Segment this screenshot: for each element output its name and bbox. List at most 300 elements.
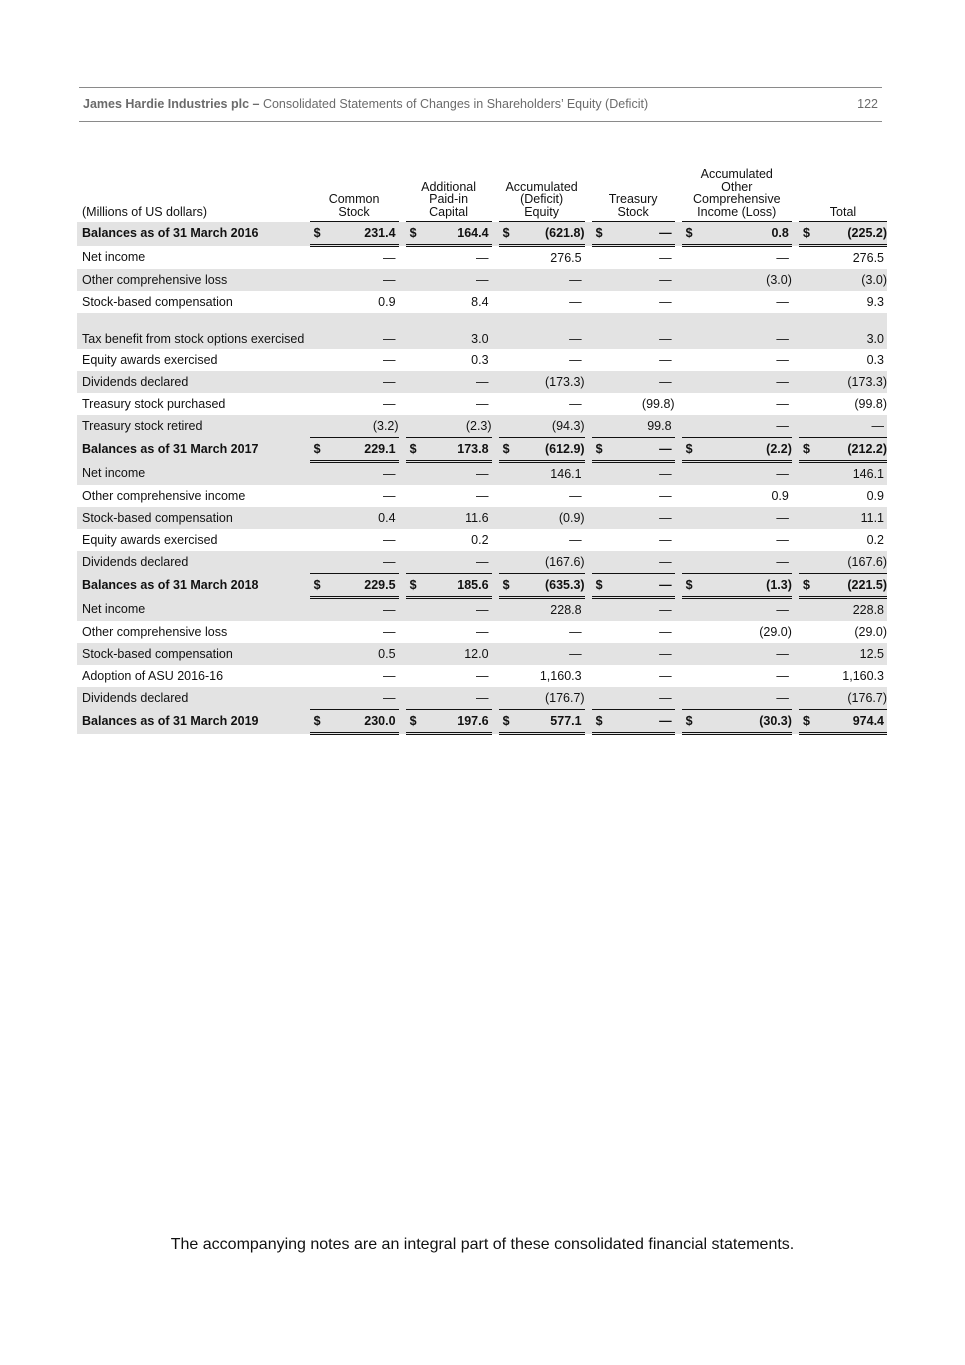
dollar-sign [799,551,811,574]
row-label: Balances as of 31 March 2018 [77,574,310,598]
header-company [83,97,648,111]
cell-value: 231.4 [322,222,399,246]
cell-value: — [569,295,582,309]
column-gap [675,485,682,507]
col-header-common-stock [310,168,399,222]
cell-value: — [604,507,675,529]
cell-value: 12.0 [418,643,492,665]
column-gap [585,687,592,710]
dollar-sign: $ [682,222,694,246]
cell-value: 228.8 [811,598,887,622]
row-label: Equity awards exercised [82,352,218,367]
dollar-sign: $ [799,438,811,462]
dollar-sign [310,393,322,415]
cell-value: (176.7) [811,687,887,710]
dollar-sign [499,529,511,551]
column-gap [585,415,592,438]
footnote: The accompanying notes are an integral part of these consolidated financial statements. [170,1236,795,1253]
dollar-sign [682,415,694,438]
row-label: Other comprehensive loss [77,269,310,291]
row-label: Net income [77,598,310,622]
cell-value: (29.0) [854,625,887,639]
cell-value: (221.5) [811,574,887,598]
column-gap [492,598,499,622]
cell-value: — [383,533,396,547]
cell-value: — [418,269,492,291]
cell-value: — [322,598,399,622]
cell-value: — [659,295,672,309]
column-gap [585,438,592,462]
column-gap [675,291,682,313]
cell-value: 228.8 [511,598,585,622]
cell-value: (3.0) [694,269,792,291]
table-row [77,485,887,507]
cell-value: — [418,687,492,710]
column-gap [675,393,682,415]
cell-value: 1,160.3 [539,669,582,683]
dollar-sign [499,371,511,393]
dollar-sign [799,643,811,665]
cell-value: 0.8 [694,222,792,246]
column-gap [492,349,499,371]
column-gap [675,665,682,687]
row-label: Dividends declared [77,687,310,710]
column-gap [585,485,592,507]
cell-value: — [476,489,489,503]
cell-value: — [694,687,792,710]
dollar-sign [682,291,694,313]
dollar-sign: $ [406,710,418,734]
cell-value: (0.9) [511,507,585,529]
cell-value: — [604,710,675,734]
dollar-sign [310,551,322,574]
dollar-sign: $ [499,222,511,246]
row-label: Stock-based compensation [77,643,310,665]
cell-value: — [604,371,675,393]
cell-value: (173.3) [511,371,585,393]
column-gap [585,393,592,415]
dollar-sign [799,349,811,371]
dollar-sign [499,598,511,622]
column-gap [492,529,499,551]
table-row [77,687,887,710]
dollar-sign: $ [799,222,811,246]
row-label: Stock-based compensation [82,294,233,309]
dollar-sign [682,621,694,643]
table-row [77,269,887,291]
cell-value: — [322,313,399,349]
cell-value: 577.1 [511,710,585,734]
column-gap [399,349,406,371]
cell-value: 12.5 [811,643,887,665]
cell-value: 276.5 [852,251,884,265]
column-gap [792,246,799,270]
cell-value: 8.4 [471,295,489,309]
cell-value: 0.2 [471,533,489,547]
dollar-sign [406,462,418,486]
dollar-sign [499,621,511,643]
dollar-sign [799,507,811,529]
dollar-sign [682,371,694,393]
cell-value: 0.9 [866,489,884,503]
column-gap [399,507,406,529]
dollar-sign [682,643,694,665]
company-name: James Hardie Industries plc – [83,97,260,111]
column-gap [585,507,592,529]
column-gap [675,507,682,529]
column-gap [492,551,499,574]
row-label: Stock-based compensation [77,507,310,529]
column-gap [792,574,799,598]
dollar-sign: $ [310,574,322,598]
cell-value: 0.4 [322,507,399,529]
cell-value: 0.5 [322,643,399,665]
column-gap [399,313,406,349]
col-header-line: Treasury [608,192,658,206]
column-gap [492,665,499,687]
cell-value: — [322,371,399,393]
column-gap [792,643,799,665]
dollar-sign [406,269,418,291]
dollar-sign: $ [310,438,322,462]
dollar-sign: $ [406,222,418,246]
cell-value: 11.6 [418,507,492,529]
column-gap [399,246,406,270]
column-gap [399,551,406,574]
dollar-sign [499,551,511,574]
cell-value: — [476,669,489,683]
row-label: Dividends declared [77,551,310,574]
dollar-sign [310,621,322,643]
col-header-line: Income (Loss) [697,204,777,219]
column-gap [399,291,406,313]
column-gap [675,462,682,486]
column-gap [585,643,592,665]
column-gap [492,415,499,438]
cell-value: — [694,507,792,529]
dollar-sign [310,371,322,393]
column-gap [675,269,682,291]
dollar-sign [406,393,418,415]
cell-value: — [694,415,792,438]
cell-value: — [659,353,672,367]
dollar-sign: $ [499,438,511,462]
column-gap [585,710,592,734]
dollar-sign [310,643,322,665]
dollar-sign [499,291,511,313]
cell-value: (30.3) [694,710,792,734]
cell-value: 0.2 [866,533,884,547]
col-header-line: Capital [429,204,469,219]
column-gap [399,529,406,551]
cell-value: 1,160.3 [842,669,884,683]
column-gap [492,291,499,313]
column-gap [585,665,592,687]
dollar-sign [406,665,418,687]
dollar-sign: $ [682,574,694,598]
dollar-sign [592,529,604,551]
column-gap [492,313,499,349]
dollar-sign [592,269,604,291]
cell-value: — [476,625,489,639]
row-label: Balances as of 31 March 2016 [77,222,310,246]
column-gap [585,598,592,622]
table-row [77,529,887,551]
column-gap [675,598,682,622]
cell-value: 164.4 [418,222,492,246]
cell-value: — [776,533,789,547]
cell-value: (612.9) [511,438,585,462]
cell-value: — [418,462,492,486]
column-gap [675,349,682,371]
cell-value: — [604,551,675,574]
cell-value: — [776,397,789,411]
cell-value: — [604,574,675,598]
dollar-sign [310,349,322,371]
dollar-sign: $ [310,222,322,246]
dollar-sign [592,687,604,710]
column-gap [792,485,799,507]
dollar-sign: $ [592,710,604,734]
col-header-total [799,168,887,222]
table-row [77,393,887,415]
dollar-sign [406,291,418,313]
dollar-sign [682,393,694,415]
row-label: Balances as of 31 March 2017 [77,438,310,462]
dollar-sign [406,371,418,393]
dollar-sign [310,415,322,438]
col-header-line: Other [721,179,753,194]
cell-value: — [418,551,492,574]
dollar-sign [592,665,604,687]
row-label: Treasury stock purchased [82,396,226,411]
cell-value: — [694,598,792,622]
column-gap [585,313,592,349]
dollar-sign [799,415,811,438]
column-gap [492,246,499,270]
column-gap [675,415,682,438]
column-gap [399,574,406,598]
column-gap [399,643,406,665]
col-header-apic [406,168,492,222]
dollar-sign [682,551,694,574]
cell-value: (621.8) [511,222,585,246]
cell-value: — [569,353,582,367]
column-gap [492,462,499,486]
column-gap [675,710,682,734]
balance-row [77,222,887,246]
column-gap [399,415,406,438]
column-gap [792,438,799,462]
cell-value: — [383,353,396,367]
row-label: Net income [77,462,310,486]
dollar-sign [799,621,811,643]
column-gap [792,371,799,393]
dollar-sign [682,246,694,270]
dollar-sign [310,485,322,507]
dollar-sign [592,551,604,574]
table-row [77,551,887,574]
column-gap [585,291,592,313]
dollar-sign [406,349,418,371]
cell-value: (94.3) [511,415,585,438]
column-gap [792,710,799,734]
col-header-line: Accumulated [505,179,578,194]
dollar-sign [406,643,418,665]
dollar-sign [682,269,694,291]
cell-value: (99.8) [641,397,675,411]
cell-value: — [418,598,492,622]
table-body [77,222,887,734]
cell-value: — [776,295,789,309]
dollar-sign [499,665,511,687]
dollar-sign [406,415,418,438]
column-gap [399,393,406,415]
dollar-sign [310,269,322,291]
column-gap [792,621,799,643]
dollar-sign [499,462,511,486]
cell-value: — [659,533,672,547]
cell-value: — [418,371,492,393]
dollar-sign [799,485,811,507]
cell-value: 146.1 [511,462,585,486]
column-header-row [77,168,887,222]
dollar-sign [499,485,511,507]
row-label: Treasury stock retired [77,415,310,438]
column-gap [399,222,406,246]
statement-title: Consolidated Statements of Changes in Shareholders’ Equity (Deficit) [262,97,649,111]
column-gap [675,621,682,643]
column-gap [492,507,499,529]
column-gap [492,269,499,291]
cell-value: 0.9 [378,295,396,309]
cell-value: — [383,669,396,683]
column-gap [792,349,799,371]
column-gap [792,598,799,622]
cell-value: — [604,643,675,665]
cell-value: (212.2) [811,438,887,462]
cell-value: — [811,415,887,438]
dollar-sign: $ [799,710,811,734]
cell-value: 185.6 [418,574,492,598]
cell-value: 229.1 [322,438,399,462]
column-gap [675,246,682,270]
cell-value: 146.1 [811,462,887,486]
dollar-sign [592,485,604,507]
col-header-line: Paid-in [429,192,469,206]
col-header-treasury-stock [592,168,675,222]
dollar-sign [799,462,811,486]
col-header-accumulated-equity [499,168,585,222]
dollar-sign [682,665,694,687]
dollar-sign [406,529,418,551]
col-header-line: Stock [338,204,370,219]
cell-value: — [604,313,675,349]
cell-value: 0.9 [771,489,789,503]
cell-value: — [511,313,585,349]
row-label: Balances as of 31 March 2019 [77,710,310,734]
dollar-sign [682,485,694,507]
row-label: Other comprehensive income [82,488,246,503]
cell-value: — [694,551,792,574]
column-gap [792,529,799,551]
column-gap [792,507,799,529]
column-gap [792,462,799,486]
dollar-sign [799,393,811,415]
cell-value: (1.3) [694,574,792,598]
dollar-sign [499,313,511,349]
cell-value: 197.6 [418,710,492,734]
column-gap [792,551,799,574]
dollar-sign [799,529,811,551]
cell-value: — [322,269,399,291]
cell-value: (3.0) [811,269,887,291]
column-gap [792,222,799,246]
column-gap [492,393,499,415]
dollar-sign [310,665,322,687]
row-label: Adoption of ASU 2016-16 [82,668,224,683]
column-gap [585,349,592,371]
dollar-sign [310,529,322,551]
column-gap [492,643,499,665]
table-row [77,246,887,270]
dollar-sign [310,598,322,622]
column-gap [492,621,499,643]
table-row [77,371,887,393]
row-label: Tax benefit from stock options exercised [77,313,310,349]
column-gap [492,687,499,710]
dollar-sign: $ [799,574,811,598]
dollar-sign [682,507,694,529]
cell-value: — [476,397,489,411]
dollar-sign [592,349,604,371]
table-row [77,349,887,371]
cell-value: — [383,251,396,265]
column-gap [792,687,799,710]
dollar-sign [682,529,694,551]
column-gap [399,665,406,687]
col-header-line: Additional [421,179,477,194]
table-row [77,621,887,643]
dollar-sign [499,349,511,371]
dollar-sign [310,291,322,313]
cell-value: — [694,313,792,349]
cell-value: 0.3 [866,353,884,367]
cell-value: (3.2) [322,415,399,438]
dollar-sign [592,598,604,622]
dollar-sign [499,415,511,438]
table-row [77,665,887,687]
cell-value: — [322,551,399,574]
column-gap [585,529,592,551]
cell-value: — [659,669,672,683]
column-gap [675,222,682,246]
cell-value: (176.7) [511,687,585,710]
column-gap [792,313,799,349]
dollar-sign: $ [682,710,694,734]
table-row [77,313,887,349]
table-row [77,415,887,438]
dollar-sign [406,551,418,574]
col-header-line: Common [328,192,380,206]
dollar-sign [592,371,604,393]
dollar-sign [499,269,511,291]
dollar-sign: $ [682,438,694,462]
cell-value: 9.3 [866,295,884,309]
dollar-sign [592,313,604,349]
balance-row [77,710,887,734]
cell-value: 276.5 [550,251,582,265]
